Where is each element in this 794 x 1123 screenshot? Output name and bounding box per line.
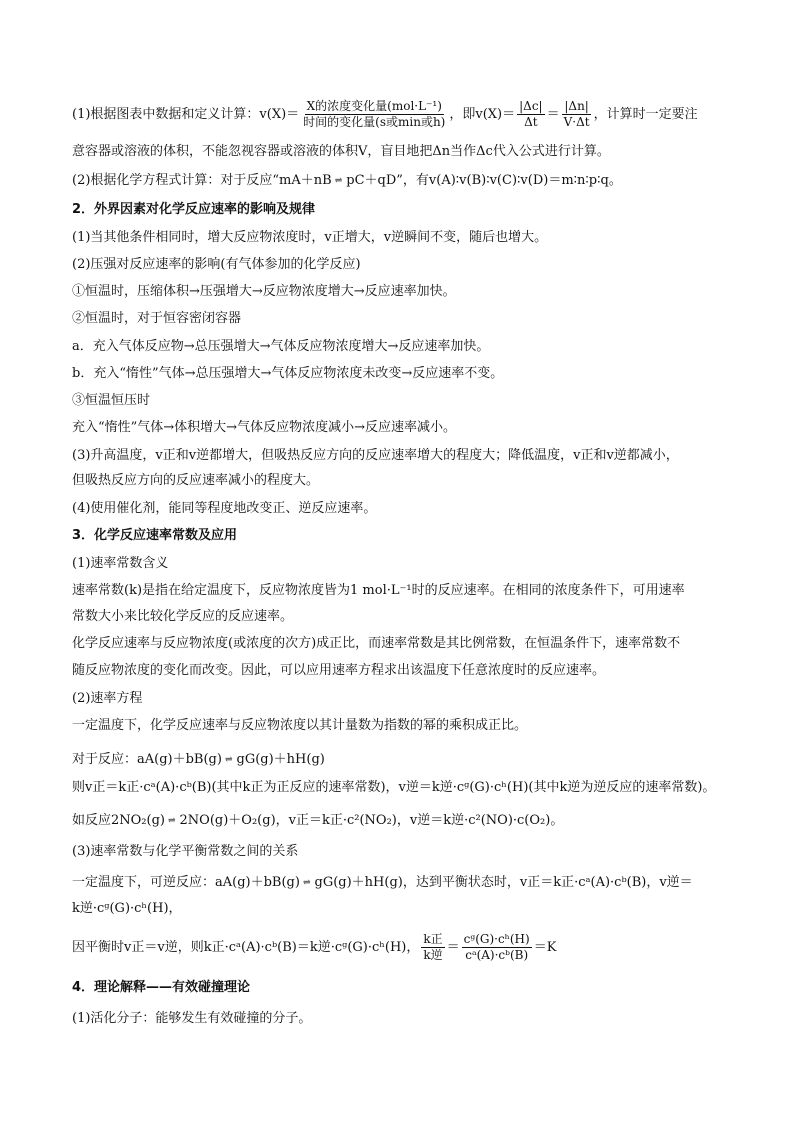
- text-line: (4)使用催化剂，能同等程度地改变正、逆反应速率。: [72, 501, 377, 516]
- fraction: [562, 99, 592, 130]
- text-line: 随反应物浓度的变化而改变。因此，可以应用速率方程求出该温度下任意浓度时的反应速率。: [72, 663, 606, 678]
- text-segment: 如反应2NO₂(g): [72, 813, 165, 828]
- section-heading: 3．化学反应速率常数及应用: [72, 528, 238, 543]
- text-segment: 对于反应：aA(g)＋bB(g): [72, 752, 222, 767]
- text-line: a．充入气体反应物→总压强增大→气体反应物浓度增大→反应速率加快。: [72, 339, 490, 354]
- text-line: ③恒温恒压时: [72, 393, 151, 408]
- text-segment: 一定温度下，可逆反应：aA(g)＋bB(g): [72, 875, 300, 890]
- text-line: 化学反应速率与反应物浓度(或浓度的次方)成正比，而速率常数是其比例常数，在恒温条件下，速率常数不: [72, 636, 681, 651]
- text-line: 意容器或溶液的体积，不能忽视容器或溶液的体积V，盲目地把Δn当作Δc代入公式进行计算。: [72, 144, 610, 159]
- fraction: [462, 932, 532, 963]
- text-line: 则v正＝k正·cᵃ(A)·cᵇ(B)(其中k正为正反应的速率常数)，v逆＝k逆·cᵍ(G)·cʰ(H)(其中k逆为逆反应的速率常数)。: [72, 780, 716, 795]
- fraction-denominator: k逆: [423, 948, 443, 962]
- text-line: (1)活化分子：能够发生有效碰撞的分子。: [72, 1011, 312, 1026]
- equilibrium-arrow-icon: ⇌: [334, 175, 344, 186]
- fraction-numerator: cᵍ(G)·cʰ(H): [463, 932, 530, 946]
- text-line: [72, 874, 732, 892]
- text-segment: (2)根据化学方程式计算：对于反应“mA＋nB: [72, 173, 332, 188]
- fraction: [421, 932, 444, 963]
- text-line: [72, 172, 732, 190]
- equilibrium-arrow-icon: ⇌: [302, 877, 312, 888]
- text-segment: (1)根据图表中数据和定义计算：v(X)＝: [72, 107, 300, 122]
- fraction-denominator: 时间的变化量(s或min或h): [303, 115, 446, 129]
- text-line: ②恒温时，对于恒容密闭容器: [72, 311, 242, 326]
- fraction-numerator: |Δc|: [519, 99, 543, 113]
- fraction-denominator: Δt: [524, 115, 538, 129]
- text-line: 充入“惰性”气体→体积增大→气体反应物浓度减小→反应速率减小。: [72, 420, 456, 435]
- text-segment: 因平衡时v正＝v逆，则k正·cᵃ(A)·cᵇ(B)＝k逆·cᵍ(G)·cʰ(H)，: [72, 940, 420, 955]
- text-line: b．充入“惰性”气体→总压强增大→气体反应物浓度未改变→反应速率不变。: [72, 366, 504, 381]
- text-segment: ，即v(X)＝: [449, 107, 516, 122]
- fraction-denominator: cᵃ(A)·cᵇ(B): [465, 948, 529, 962]
- text-line: 一定温度下，化学反应速率与反应物浓度以其计量数为指数的幂的乘积成正比。: [72, 718, 528, 733]
- equilibrium-arrow-icon: ⇌: [224, 754, 234, 765]
- text-line: [72, 751, 732, 769]
- text-segment: 2NO(g)＋O₂(g)，v正＝k正·c²(NO₂)，v逆＝k逆·c²(NO)·c(O₂)。: [179, 813, 564, 828]
- text-line: [72, 812, 732, 830]
- text-line: 常数大小来比较化学反应的反应速率。: [72, 609, 294, 624]
- text-segment: pC＋qD”，有v(A)∶v(B)∶v(C)∶v(D)＝m∶n∶p∶q。: [346, 173, 622, 188]
- text-line: k逆·cᵍ(G)·cʰ(H)，: [72, 901, 182, 916]
- text-line: (3)速率常数与化学平衡常数之间的关系: [72, 844, 299, 859]
- text-line: ①恒温时，压缩体积→压强增大→反应物浓度增大→反应速率加快。: [72, 284, 456, 299]
- text-segment: gG(g)＋hH(g): [236, 752, 325, 767]
- text-line: (2)速率方程: [72, 691, 143, 706]
- fraction-numerator: X的浓度变化量(mol·L⁻¹): [306, 99, 442, 113]
- equilibrium-arrow-icon: ⇌: [167, 815, 177, 826]
- section-heading: 4．理论解释——有效碰撞理论: [72, 980, 251, 995]
- fraction-numerator: k正: [423, 932, 443, 946]
- fraction: [517, 99, 544, 130]
- section-heading: 2．外界因素对化学反应速率的影响及规律: [72, 202, 316, 217]
- text-line: 但吸热反应方向的反应速率减小的程度大。: [72, 473, 320, 488]
- text-segment: gG(g)＋hH(g)，达到平衡状态时，v正＝k正·cᵃ(A)·cᵇ(B)，v逆＝: [314, 875, 693, 890]
- text-line: (2)压强对反应速率的影响(有气体参加的化学反应): [72, 257, 361, 272]
- text-segment: ＝: [446, 940, 460, 955]
- text-segment: ＝K: [533, 940, 557, 955]
- text-line: [72, 99, 732, 130]
- text-line: (1)当其他条件相同时，增大反应物浓度时，v正增大，v逆瞬间不变，随后也增大。: [72, 230, 548, 245]
- fraction: [301, 99, 447, 130]
- text-line: [72, 930, 732, 966]
- text-segment: ，计算时一定要注: [593, 107, 698, 122]
- text-line: 速率常数(k)是指在给定温度下，反应物浓度皆为1 mol·L⁻¹时的反应速率。在相同的浓度条件下，可用速率: [72, 583, 685, 598]
- fraction-numerator: |Δn|: [564, 99, 589, 113]
- fraction-denominator: V·Δt: [563, 115, 590, 129]
- text-line: (3)升高温度，v正和v逆都增大，但吸热反应方向的反应速率增大的程度大；降低温度，v正和v逆都减小，: [72, 448, 679, 463]
- text-segment: ＝: [546, 107, 560, 122]
- text-line: (1)速率常数含义: [72, 556, 169, 571]
